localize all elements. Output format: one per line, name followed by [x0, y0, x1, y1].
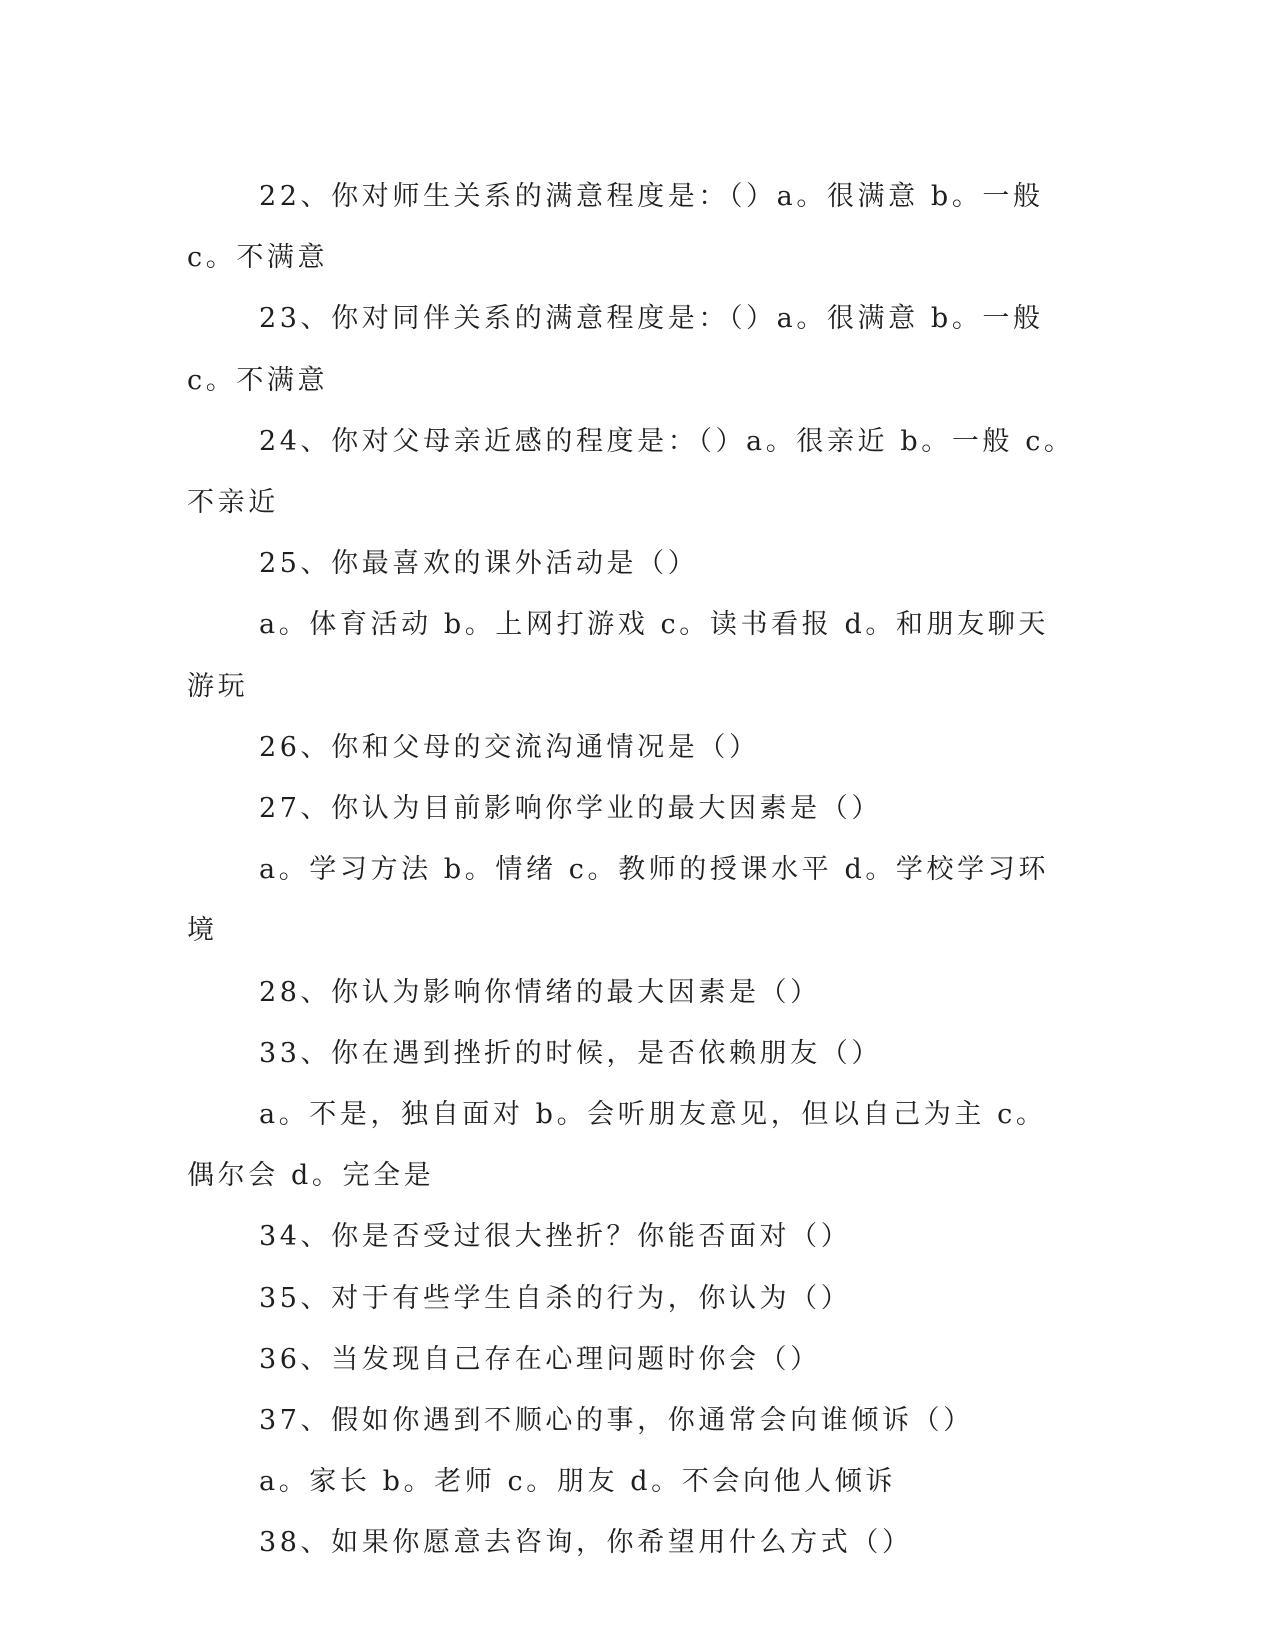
question-35: 35、对于有些学生自杀的行为，你认为（） — [259, 1282, 852, 1314]
question-38: 38、如果你愿意去咨询，你希望用什么方式（） — [259, 1527, 913, 1559]
question-34: 34、你是否受过很大挫折？你能否面对（） — [259, 1221, 852, 1253]
question-33: 33、你在遇到挫折的时候，是否依赖朋友（） — [259, 1037, 882, 1069]
question-36: 36、当发现自己存在心理问题时你会（） — [259, 1343, 821, 1375]
question-33-options: a。不是，独自面对 b。会听朋友意见，但以自己为主 c。偶尔会 d。完全是 — [187, 1099, 1047, 1192]
question-25-options: a。体育活动 b。上网打游戏 c。读书看报 d。和朋友聊天游玩 — [187, 609, 1049, 702]
question-26: 26、你和父母的交流沟通情况是（） — [259, 731, 760, 763]
question-25: 25、你最喜欢的课外活动是（） — [259, 548, 699, 580]
question-24: 24、你对父母亲近感的程度是：（）a。很亲近 b。一般 c。不亲近 — [187, 425, 1075, 519]
question-23: 23、你对同伴关系的满意程度是：（）a。很满意 b。一般 c。不满意 — [187, 303, 1044, 396]
question-22: 22、你对师生关系的满意程度是：（）a。很满意 b。一般 c。不满意 — [187, 181, 1044, 274]
question-27-options: a。学习方法 b。情绪 c。教师的授课水平 d。学校学习环境 — [187, 854, 1049, 947]
document-body — [187, 166, 1077, 1574]
question-27: 27、你认为目前影响你学业的最大因素是（） — [259, 793, 882, 825]
question-37: 37、假如你遇到不顺心的事，你通常会向谁倾诉（） — [259, 1405, 974, 1437]
question-37-options: a。家长 b。老师 c。朋友 d。不会向他人倾诉 — [259, 1466, 896, 1498]
question-28: 28、你认为影响你情绪的最大因素是（） — [259, 976, 821, 1008]
